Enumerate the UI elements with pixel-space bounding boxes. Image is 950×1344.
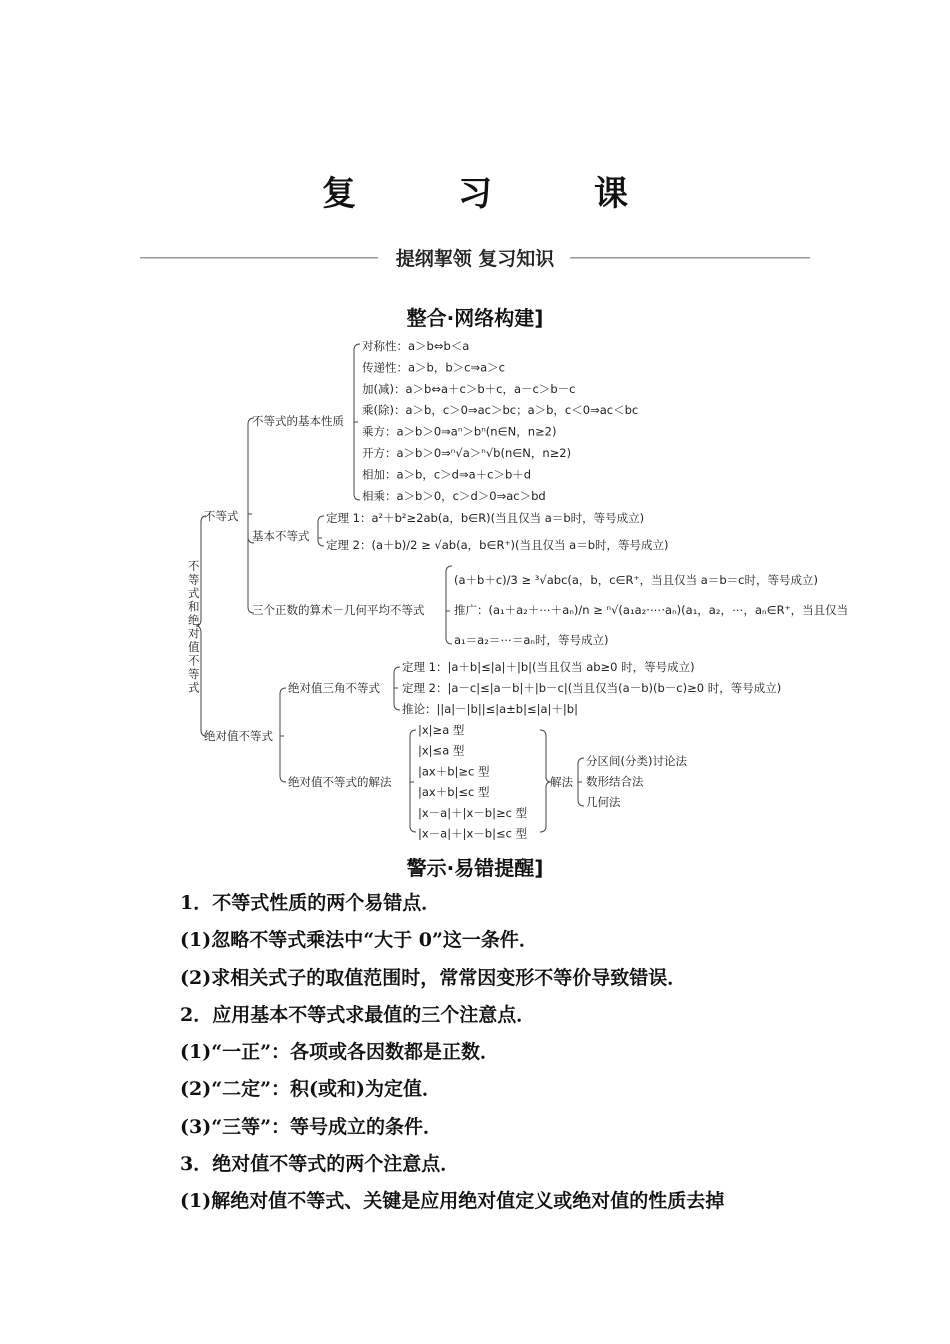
tri-brace	[394, 667, 400, 710]
basic-theorem: 定理 1：a²＋b²≥2ab(a，b∈R)(当且仅当 a＝b时，等号成立)	[326, 511, 645, 525]
tip-line: 1．不等式性质的两个易错点．	[180, 892, 441, 914]
amgm-item: a₁＝a₂＝⋯＝aₙ时，等号成立)	[454, 633, 609, 647]
types-brace-left	[410, 730, 416, 832]
property-item: 对称性：a＞b⇔b＜a	[362, 339, 470, 353]
tip-line: 3．绝对值不等式的两个注意点．	[180, 1153, 460, 1176]
banner-text: 提纲挈领 复习知识	[395, 248, 555, 270]
abs-type-item: |x－a|＋|x－b|≤c 型	[418, 826, 528, 841]
tri-item: 推论：||a|－|b||≤|a±b|≤|a|＋|b|	[402, 702, 578, 716]
root-brace	[196, 516, 206, 736]
methods-list	[586, 754, 687, 809]
heading-warnings: 警示·易错提醒]	[406, 856, 544, 880]
knowledge-tree-diagram	[170, 332, 850, 844]
amgm-brace	[446, 566, 452, 644]
tip-line: (3)“三等”：等号成立的条件．	[180, 1115, 443, 1138]
root-label: 不等式和绝对值不等式	[188, 559, 200, 695]
tip-line: (1)“一正”：各项或各因数都是正数．	[180, 1041, 500, 1064]
tri-list	[402, 660, 781, 716]
abs-type-item: |ax＋b|≤c 型	[418, 785, 490, 800]
method-label: 解法	[550, 775, 573, 789]
tip-line: (2)“二定”：积(或和)为定值．	[180, 1078, 442, 1101]
branch-inequality: 不等式	[204, 509, 239, 523]
tri-item: 定理 2：|a－c|≤|a－b|＋|b－c|(当且仅当(a－b)(b－c)≥0 时，等号成立)	[402, 681, 782, 695]
tip-line: (1)解绝对值不等式、关键是应用绝对值定义或绝对值的性质去掉	[180, 1190, 725, 1213]
property-item: 乘方：a＞b＞0⇒aⁿ＞bⁿ(n∈N，n≥2)	[362, 424, 557, 439]
property-item: 加(减)：a＞b⇔a＋c＞b＋c，a－c＞b－c	[362, 381, 576, 396]
banner-rule-left	[140, 257, 378, 259]
absolute-brace	[280, 688, 286, 782]
basic-label: 基本不等式	[252, 529, 310, 543]
abs-type-item: |x|≤a 型	[418, 743, 465, 758]
abs-type-item: |x－a|＋|x－b|≥c 型	[418, 805, 528, 820]
section-banner	[140, 244, 810, 270]
method-item: 几何法	[586, 795, 621, 809]
amgm-label: 三个正数的算术－几何平均不等式	[252, 603, 425, 617]
methods-brace	[578, 758, 584, 806]
tip-line: (1)忽略不等式乘法中“大于 0”这一条件．	[180, 929, 538, 952]
tip-line: 2．应用基本不等式求最值的三个注意点．	[180, 1003, 536, 1026]
types-list	[418, 723, 527, 841]
abs-type-item: |x|≥a 型	[418, 723, 465, 737]
tip-line: (2)求相关式子的取值范围时，常常因变形不等价导致错误．	[180, 966, 687, 989]
amgm-item: 推广：(a₁＋a₂＋⋯＋aₙ)/n ≥ ⁿ√(a₁a₂·⋯·aₙ)(a₁，a₂，⋯，aₙ∈R⁺，当且仅当	[454, 603, 849, 617]
basic-theorem: 定理 2：(a＋b)/2 ≥ √ab(a，b∈R⁺)(当且仅当 a＝b时，等号成立)	[326, 538, 669, 552]
property-item: 相加：a＞b，c＞d⇒a＋c＞b＋d	[362, 467, 532, 482]
inequality-brace	[248, 418, 254, 613]
property-item: 相乘：a＞b＞0，c＞d＞0⇒ac＞bd	[362, 488, 546, 503]
props-list	[362, 339, 638, 503]
tri-item: 定理 1：|a＋b|≤|a|＋|b|(当且仅当 ab≥0 时，等号成立)	[402, 660, 695, 674]
tips-list	[180, 885, 840, 1221]
heading-network: 整合·网络构建]	[406, 306, 544, 330]
property-item: 传递性：a＞b，b＞c⇒a＞c	[362, 360, 505, 375]
basic-brace	[318, 516, 324, 546]
banner-rule-right	[570, 257, 810, 259]
property-item: 开方：a＞b＞0⇒ⁿ√a＞ⁿ√b(n∈N，n≥2)	[362, 446, 572, 460]
tri-label: 绝对值三角不等式	[288, 681, 380, 695]
props-brace	[354, 344, 360, 500]
basic-list	[326, 511, 668, 552]
property-item: 乘(除)：a＞b，c＞0⇒ac＞bc；a＞b，c＜0⇒ac＜bc	[362, 403, 639, 418]
branch-absolute: 绝对值不等式	[204, 729, 273, 743]
solve-label: 绝对值不等式的解法	[288, 775, 392, 789]
page-title: 复 习 课	[322, 174, 662, 214]
method-item: 数形结合法	[586, 774, 644, 789]
amgm-list	[454, 573, 848, 647]
props-label: 不等式的基本性质	[252, 414, 344, 428]
amgm-item: (a＋b＋c)/3 ≥ ³√abc(a，b，c∈R⁺，当且仅当 a＝b＝c时，等号成立)	[454, 573, 818, 587]
method-item: 分区间(分类)讨论法	[586, 754, 687, 768]
abs-type-item: |ax＋b|≥c 型	[418, 764, 490, 779]
